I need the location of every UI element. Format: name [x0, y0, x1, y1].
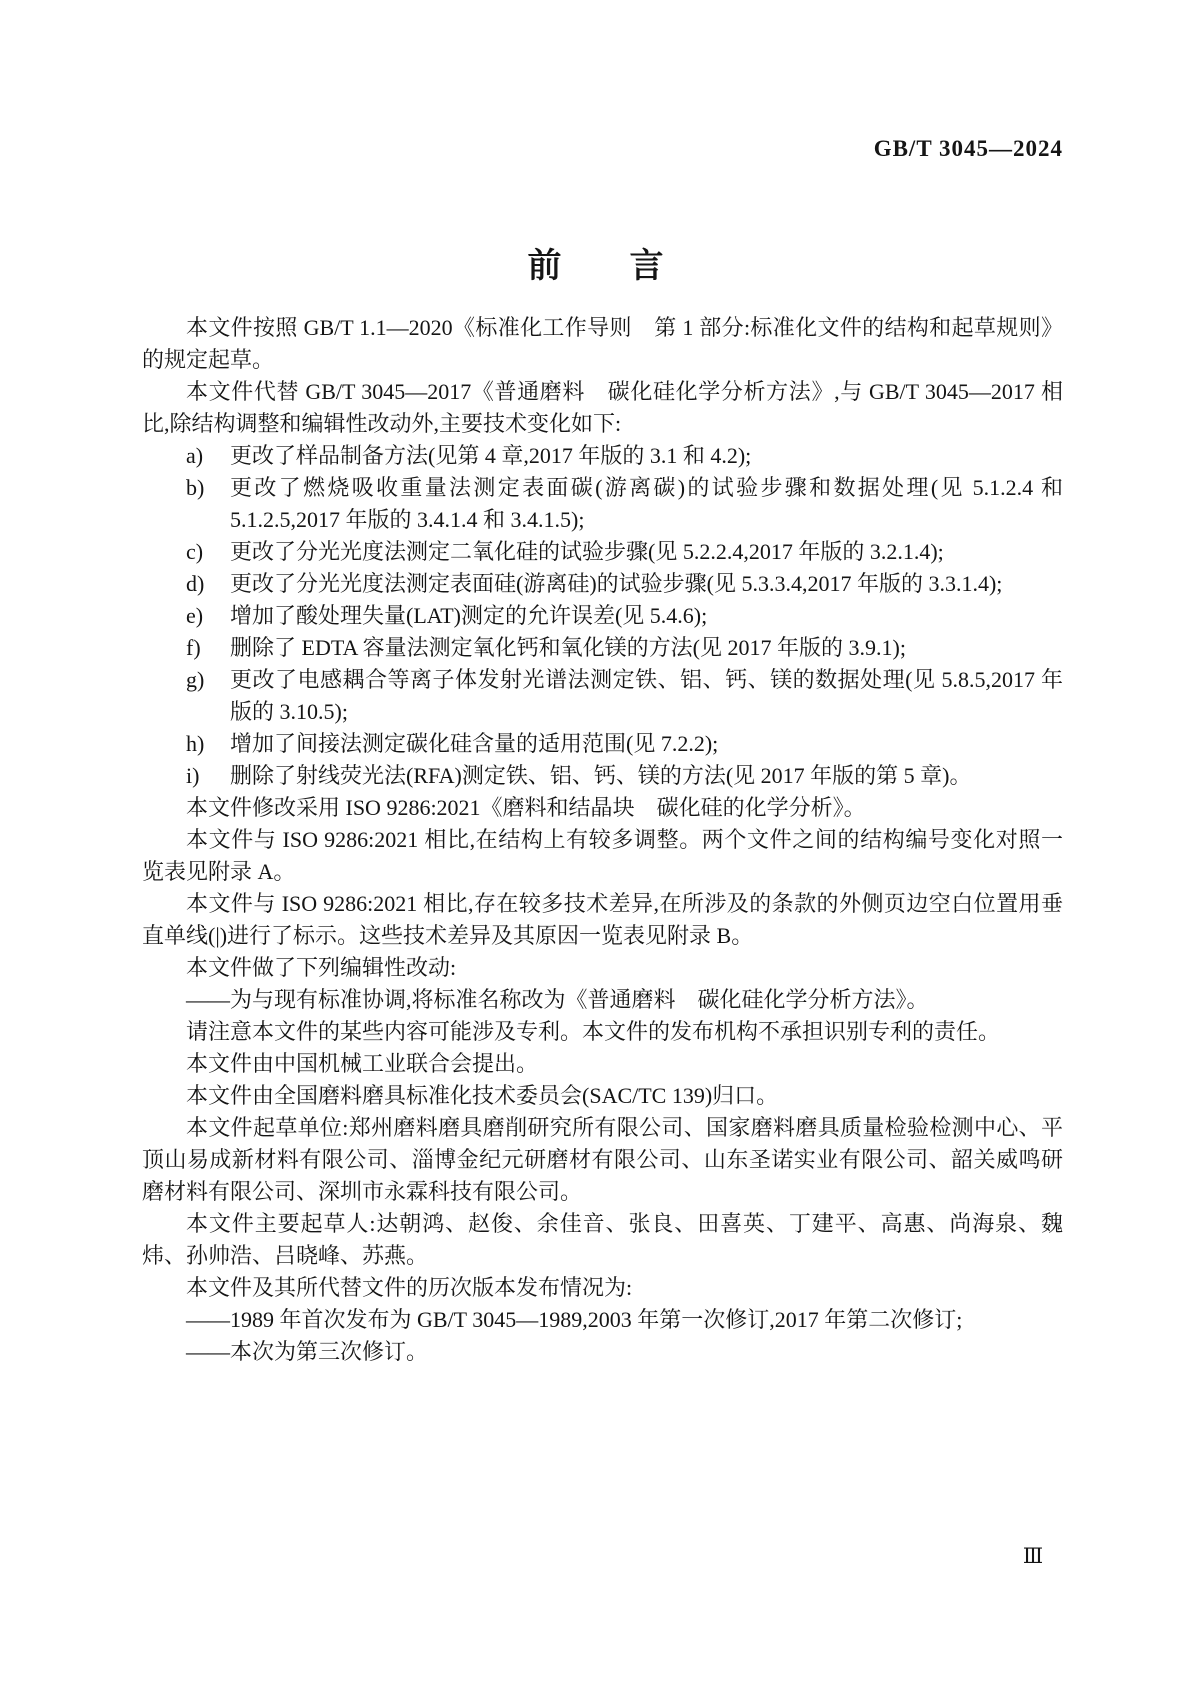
change-item-label: b) — [186, 475, 205, 500]
change-list-item — [142, 632, 1063, 664]
change-list-item — [142, 568, 1063, 600]
paragraph: 本文件由全国磨料磨具标准化技术委员会(SAC/TC 139)归口。 — [186, 1083, 779, 1108]
change-item-label: c) — [186, 539, 204, 564]
paragraph: 本文件及其所代替文件的历次版本发布情况为: — [186, 1275, 633, 1300]
change-item-text: 删除了射线荧光法(RFA)测定铁、铝、钙、镁的方法(见 2017 年版的第 5 章)。 — [230, 763, 972, 788]
change-item-text: 更改了分光光度法测定表面硅(游离硅)的试验步骤(见 5.3.3.4,2017 年版的 3.3.1.4); — [230, 571, 1003, 596]
change-list-item — [142, 472, 1063, 536]
change-item-text: 删除了 EDTA 容量法测定氧化钙和氧化镁的方法(见 2017 年版的 3.9.1); — [230, 635, 906, 660]
change-item-text: 增加了间接法测定碳化硅含量的适用范围(见 7.2.2); — [230, 731, 719, 756]
paragraph: 本文件与 ISO 9286:2021 相比,存在较多技术差异,在所涉及的条款的外侧页边空白位置用垂直单线(|)进行了标示。这些技术差异及其原因一览表见附录 B。 — [142, 891, 1063, 948]
paragraph: 本文件起草单位:郑州磨料磨具磨削研究所有限公司、国家磨料磨具质量检验检测中心、平顶山易成新材料有限公司、淄博金纪元研磨材有限公司、山东圣诺实业有限公司、韶关威鸣研磨材料有限公司、深圳市永霖科技有限公司。 — [142, 1115, 1063, 1204]
change-item-label: a) — [186, 443, 204, 468]
change-item-text: 增加了酸处理失量(LAT)测定的允许误差(见 5.4.6); — [230, 603, 708, 628]
change-item-label: g) — [186, 667, 205, 692]
paragraph: 本文件与 ISO 9286:2021 相比,在结构上有较多调整。两个文件之间的结构编号变化对照一览表见附录 A。 — [142, 827, 1063, 884]
change-list-item — [142, 440, 1063, 472]
doc-code: GB/T 3045—2024 — [873, 136, 1063, 161]
change-item-text: 更改了分光光度法测定二氧化硅的试验步骤(见 5.2.2.4,2017 年版的 3.2.1.4); — [230, 539, 944, 564]
paragraph: 本文件由中国机械工业联合会提出。 — [186, 1051, 539, 1076]
paragraph: 本文件按照 GB/T 1.1—2020《标准化工作导则 第 1 部分:标准化文件的结构和起草规则》的规定起草。 — [142, 315, 1063, 372]
paragraph: 请注意本文件的某些内容可能涉及专利。本文件的发布机构不承担识别专利的责任。 — [186, 1019, 1001, 1044]
change-item-label: d) — [186, 571, 205, 596]
paragraph: 本文件代替 GB/T 3045—2017《普通磨料 碳化硅化学分析方法》,与 GB/T 3045—2017 相比,除结构调整和编辑性改动外,主要技术变化如下: — [142, 379, 1063, 436]
paragraph: ——本次为第三次修订。 — [186, 1339, 429, 1364]
change-item-text: 更改了燃烧吸收重量法测定表面碳(游离碳)的试验步骤和数据处理(见 5.1.2.4 和 5.1.2.5,2017 年版的 3.4.1.4 和 3.4.1.5); — [230, 475, 1063, 532]
change-item-label: e) — [186, 603, 204, 628]
change-list-item — [142, 760, 1063, 792]
change-item-text: 更改了样品制备方法(见第 4 章,2017 年版的 3.1 和 4.2); — [230, 443, 752, 468]
change-item-label: i) — [186, 763, 200, 788]
page-title: 前 言 — [527, 247, 664, 285]
page-number: Ⅲ — [1022, 1544, 1044, 1568]
paragraph: ——1989 年首次发布为 GB/T 3045—1989,2003 年第一次修订,2017 年第二次修订; — [186, 1307, 963, 1332]
paragraph: ——为与现有标准协调,将标准名称改为《普通磨料 碳化硅化学分析方法》。 — [186, 987, 929, 1012]
paragraph: 本文件做了下列编辑性改动: — [186, 955, 457, 980]
paragraph: 本文件修改采用 ISO 9286:2021《磨料和结晶块 碳化硅的化学分析》。 — [186, 795, 866, 820]
change-item-text: 更改了电感耦合等离子体发射光谱法测定铁、铝、钙、镁的数据处理(见 5.8.5,2017 年版的 3.10.5); — [230, 667, 1063, 724]
change-list-item — [142, 664, 1063, 728]
change-list-item — [142, 728, 1063, 760]
change-list-item — [142, 536, 1063, 568]
change-item-label: f) — [186, 635, 201, 660]
change-list-item — [142, 600, 1063, 632]
change-item-label: h) — [186, 731, 205, 756]
paragraph: 本文件主要起草人:达朝鸿、赵俊、余佳音、张良、田喜英、丁建平、高惠、尚海泉、魏炜、孙帅浩、吕晓峰、苏燕。 — [142, 1211, 1063, 1268]
foreword-body — [142, 312, 1063, 1368]
